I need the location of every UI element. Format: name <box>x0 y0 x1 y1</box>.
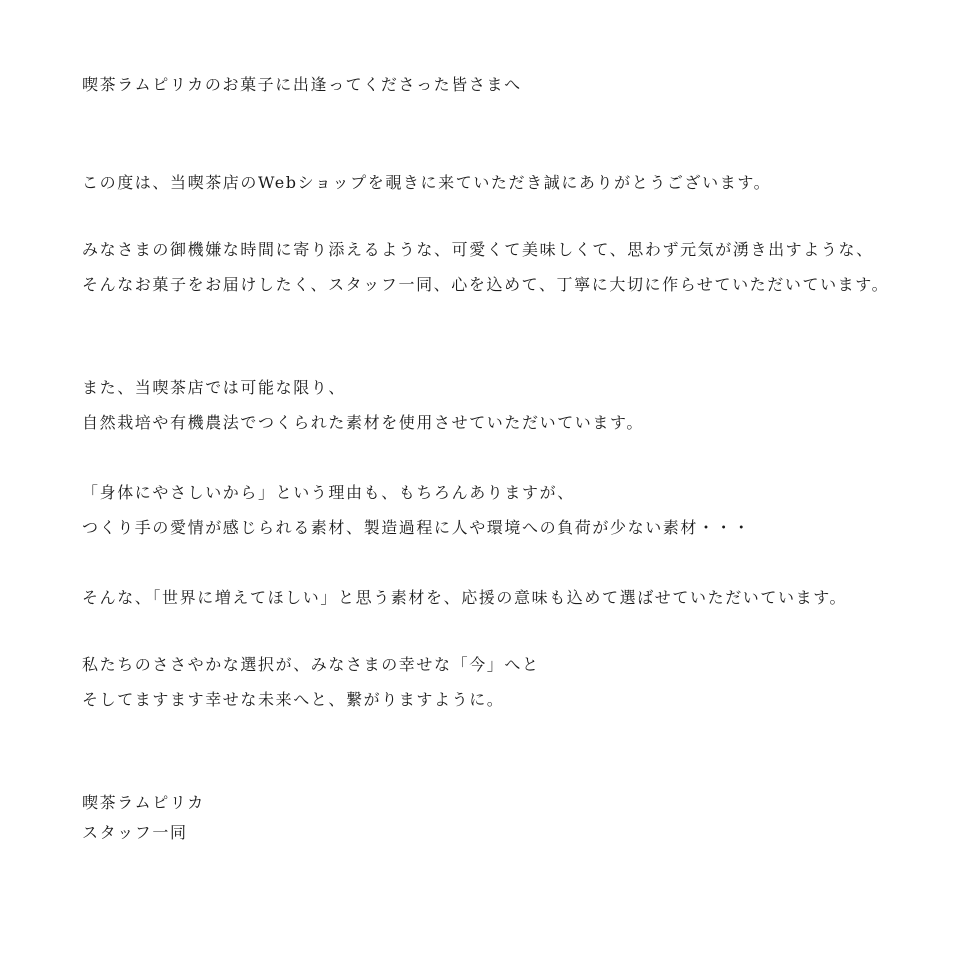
paragraph-wish-line-2: そしてますます幸せな未来へと、繋がりますように。 <box>82 690 505 709</box>
paragraph-reason-line-1: 「身体にやさしいから」という理由も、もちろんありますが、 <box>82 483 575 502</box>
paragraph-wish-line-1: 私たちのささやかな選択が、みなさまの幸せな「今」へと <box>82 655 540 674</box>
signature-staff: スタッフ一同 <box>82 823 188 842</box>
paragraph-choice-line-1: そんな、「世界に増えてほしい」と思う素材を、応援の意味も込めて選ばせていただいています。 <box>82 588 848 607</box>
greeting-line: 喫茶ラムピリカのお菓子に出逢ってくださった皆さまへ <box>82 75 522 94</box>
paragraph-ingredients-line-2: 自然栽培や有機農法でつくられた素材を使用させていただいています。 <box>82 413 644 432</box>
paragraph-intent-line-2: そんなお菓子をお届けしたく、スタッフ一同、心を込めて、丁寧に大切に作らせていただいています。 <box>82 275 890 294</box>
paragraph-reason-line-2: つくり手の愛情が感じられる素材、製造過程に人や環境への負荷が少ない素材・・・ <box>82 518 751 537</box>
paragraph-thanks-line-1: この度は、当喫茶店のWebショップを覗きに来ていただき誠にありがとうございます。 <box>82 173 772 192</box>
paragraph-ingredients-line-1: また、当喫茶店では可能な限り、 <box>82 378 347 397</box>
signature-shop-name: 喫茶ラムピリカ <box>82 793 205 812</box>
paragraph-intent-line-1: みなさまの御機嫌な時間に寄り添えるような、可愛くて美味しくて、思わず元気が湧き出すような、 <box>82 240 874 259</box>
